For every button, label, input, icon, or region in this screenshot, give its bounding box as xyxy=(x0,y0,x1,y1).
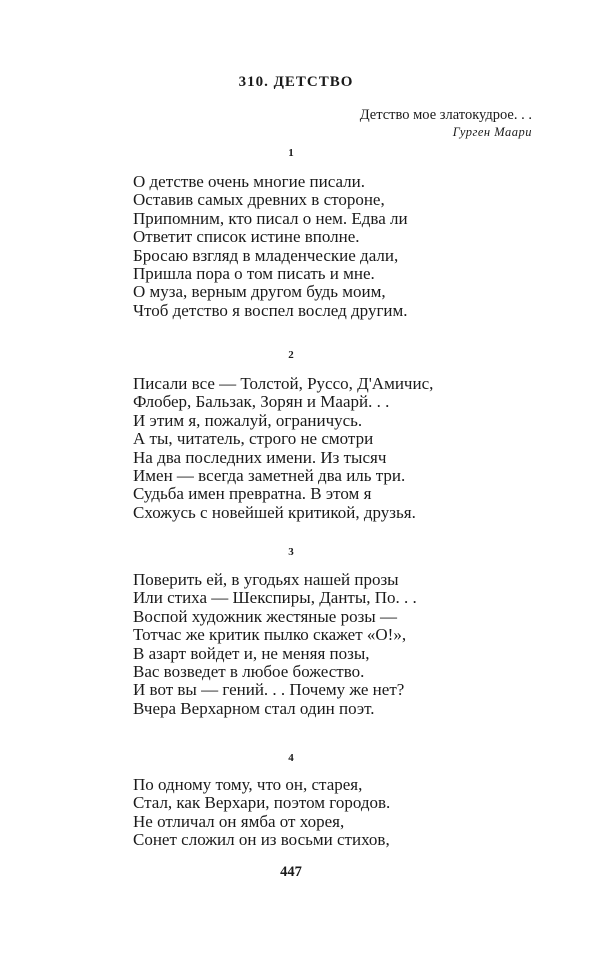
verse-line: Сонет сложил он из восьми стихов, xyxy=(133,830,390,850)
verse-line: Схожусь с новейшей критикой, друзья. xyxy=(133,502,416,522)
section-number: 3 xyxy=(288,546,294,558)
epigraph-text: Детство мое златокудрое. . . xyxy=(359,107,532,123)
verse-line: Оставив самых древних в стороне, xyxy=(133,190,385,210)
verse-line: Припомним, кто писал о нем. Едва ли xyxy=(133,208,408,228)
verse-line: Чтоб детство я воспел вослед другим. xyxy=(133,300,408,320)
verse-line: Или стиха — Шекспиры, Данты, По. . . xyxy=(133,588,417,608)
verse-line: О муза, верным другом будь моим, xyxy=(133,282,386,302)
poem-title: 310. ДЕТСТВО xyxy=(238,74,354,90)
verse-line: Стал, как Верхари, поэтом городов. xyxy=(133,793,391,813)
verse-line: Поверить ей, в угодьях нашей прозы xyxy=(133,570,399,589)
verse-line: Вчера Верхарном стал один поэт. xyxy=(133,698,375,718)
verse-line: А ты, читатель, строго не смотри xyxy=(133,429,374,449)
verse-line: Тотчас же критик пылко скажет «О!», xyxy=(133,625,407,645)
stanza xyxy=(133,776,390,850)
verse-line: И этим я, пожалуй, ограничусь. xyxy=(133,410,363,430)
stanza xyxy=(133,571,417,718)
page-number: 447 xyxy=(280,864,302,880)
section-number: 2 xyxy=(288,349,294,361)
verse-line: Вас возведет в любое божество. xyxy=(133,662,365,682)
verse-line: Ответит список истине вполне. xyxy=(133,227,360,247)
verse-line: Судьба имен превратна. В этом я xyxy=(133,484,372,504)
verse-line: О детстве очень многие писали. xyxy=(133,172,366,191)
verse-line: На два последних имени. Из тысяч xyxy=(133,447,387,467)
verse-line: Бросаю взгляд в младенческие дали, xyxy=(133,245,399,265)
section-number: 1 xyxy=(288,147,294,159)
verse-line: Флобер, Бальзак, Зорян и Маарй. . . xyxy=(133,392,390,412)
verse-line: Воспой художник жестяные розы — xyxy=(133,606,397,626)
stanza xyxy=(133,173,408,320)
verse-line: По одному тому, что он, старея, xyxy=(133,775,363,794)
verse-line: И вот вы — гений. . . Почему же нет? xyxy=(133,680,405,700)
verse-line: Имен — всегда заметней два иль три. xyxy=(133,466,406,486)
verse-line: Пришла пора о том писать и мне. xyxy=(133,264,375,284)
epigraph-author: Гурген Маари xyxy=(452,125,532,139)
verse-line: Не отличал он ямба от хорея, xyxy=(133,811,345,831)
verse-line: Писали все — Толстой, Руссо, Д'Амичис, xyxy=(133,374,434,393)
section-number: 4 xyxy=(288,752,294,764)
verse-line: В азарт войдет и, не меняя позы, xyxy=(133,643,370,663)
stanza xyxy=(133,375,433,522)
